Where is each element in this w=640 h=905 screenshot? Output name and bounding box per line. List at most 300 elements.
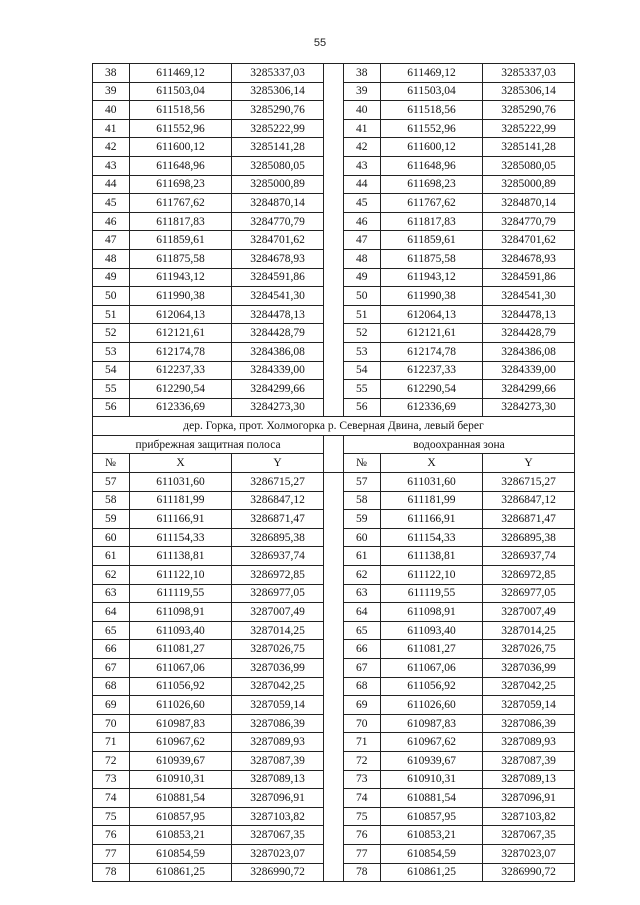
x-coordinate: 611503,04 (381, 82, 483, 101)
point-number: 57 (344, 473, 381, 492)
y-coordinate: 3287026,75 (483, 640, 575, 659)
table-row (93, 659, 575, 678)
x-coordinate: 612121,61 (381, 324, 483, 343)
table-row (93, 807, 575, 826)
y-coordinate: 3284678,93 (483, 249, 575, 268)
y-coordinate: 3284541,30 (483, 287, 575, 306)
x-coordinate: 610881,54 (381, 789, 483, 808)
table-row (93, 584, 575, 603)
y-coordinate: 3287089,93 (483, 733, 575, 752)
header-y: Y (232, 454, 324, 473)
y-coordinate: 3285290,76 (483, 101, 575, 120)
caption-row (93, 417, 575, 436)
y-coordinate: 3285141,28 (483, 138, 575, 157)
spacer-cell (324, 473, 344, 492)
coordinates-table (92, 63, 575, 882)
x-coordinate: 612237,33 (130, 361, 232, 380)
x-coordinate: 610939,67 (381, 751, 483, 770)
spacer-cell (324, 64, 344, 83)
spacer-cell (324, 212, 344, 231)
y-coordinate: 3285337,03 (232, 64, 324, 83)
y-coordinate: 3285141,28 (232, 138, 324, 157)
y-coordinate: 3287103,82 (483, 807, 575, 826)
table-row (93, 231, 575, 250)
x-coordinate: 611648,96 (130, 156, 232, 175)
point-number: 54 (344, 361, 381, 380)
x-coordinate: 611098,91 (381, 603, 483, 622)
page-number: 55 (313, 37, 327, 49)
point-number: 50 (93, 287, 130, 306)
x-coordinate: 611943,12 (381, 268, 483, 287)
point-number: 67 (344, 659, 381, 678)
point-number: 62 (93, 566, 130, 585)
point-number: 47 (344, 231, 381, 250)
spacer-cell (324, 640, 344, 659)
x-coordinate: 612336,69 (381, 398, 483, 417)
spacer-cell (324, 194, 344, 213)
x-coordinate: 611122,10 (381, 566, 483, 585)
table-row (93, 324, 575, 343)
x-coordinate: 611026,60 (381, 696, 483, 715)
spacer-cell (324, 287, 344, 306)
point-number: 66 (93, 640, 130, 659)
x-coordinate: 610853,21 (130, 826, 232, 845)
y-coordinate: 3286715,27 (232, 473, 324, 492)
table-row (93, 677, 575, 696)
header-num: № (344, 454, 381, 473)
y-coordinate: 3284478,13 (232, 305, 324, 324)
spacer-cell (324, 324, 344, 343)
y-coordinate: 3287036,99 (232, 659, 324, 678)
x-coordinate: 611181,99 (130, 491, 232, 510)
point-number: 61 (344, 547, 381, 566)
x-coordinate: 611026,60 (130, 696, 232, 715)
header-x: X (381, 454, 483, 473)
spacer-cell (324, 603, 344, 622)
x-coordinate: 611166,91 (381, 510, 483, 529)
point-number: 56 (344, 398, 381, 417)
point-number: 39 (93, 82, 130, 101)
table-row (93, 287, 575, 306)
x-coordinate: 610861,25 (381, 863, 483, 882)
point-number: 57 (93, 473, 130, 492)
table-row (93, 640, 575, 659)
y-coordinate: 3286990,72 (483, 863, 575, 882)
x-coordinate: 611081,27 (381, 640, 483, 659)
x-coordinate: 611990,38 (381, 287, 483, 306)
x-coordinate: 611056,92 (130, 677, 232, 696)
x-coordinate: 610987,83 (381, 714, 483, 733)
point-number: 76 (93, 826, 130, 845)
x-coordinate: 612237,33 (381, 361, 483, 380)
y-coordinate: 3284701,62 (483, 231, 575, 250)
point-number: 52 (93, 324, 130, 343)
y-coordinate: 3284870,14 (232, 194, 324, 213)
table-row (93, 175, 575, 194)
point-number: 70 (344, 714, 381, 733)
y-coordinate: 3286847,12 (483, 491, 575, 510)
point-number: 50 (344, 287, 381, 306)
point-number: 68 (93, 677, 130, 696)
spacer-cell (324, 677, 344, 696)
point-number: 58 (344, 491, 381, 510)
y-coordinate: 3284299,66 (483, 380, 575, 399)
point-number: 40 (344, 101, 381, 120)
point-number: 42 (344, 138, 381, 157)
spacer-cell (324, 491, 344, 510)
y-coordinate: 3287067,35 (483, 826, 575, 845)
y-coordinate: 3287096,91 (483, 789, 575, 808)
table-row (93, 342, 575, 361)
x-coordinate: 611181,99 (381, 491, 483, 510)
spacer-cell (324, 156, 344, 175)
point-number: 65 (344, 621, 381, 640)
y-coordinate: 3286977,05 (232, 584, 324, 603)
x-coordinate: 612064,13 (130, 305, 232, 324)
point-number: 65 (93, 621, 130, 640)
y-coordinate: 3284339,00 (232, 361, 324, 380)
header-x: X (130, 454, 232, 473)
point-number: 55 (93, 380, 130, 399)
x-coordinate: 611469,12 (381, 64, 483, 83)
point-number: 74 (344, 789, 381, 808)
y-coordinate: 3287096,91 (232, 789, 324, 808)
x-coordinate: 611943,12 (130, 268, 232, 287)
spacer-cell (324, 435, 344, 454)
x-coordinate: 611093,40 (130, 621, 232, 640)
table-row (93, 528, 575, 547)
spacer-cell (324, 844, 344, 863)
point-number: 59 (93, 510, 130, 529)
x-coordinate: 611552,96 (130, 119, 232, 138)
y-coordinate: 3285080,05 (483, 156, 575, 175)
x-coordinate: 612290,54 (381, 380, 483, 399)
bottom-section (93, 473, 575, 882)
spacer-cell (324, 249, 344, 268)
point-number: 49 (93, 268, 130, 287)
point-number: 44 (344, 175, 381, 194)
x-coordinate: 611767,62 (130, 194, 232, 213)
point-number: 74 (93, 789, 130, 808)
y-coordinate: 3285000,89 (483, 175, 575, 194)
y-coordinate: 3287007,49 (232, 603, 324, 622)
x-coordinate: 610854,59 (381, 844, 483, 863)
y-coordinate: 3287014,25 (232, 621, 324, 640)
point-number: 73 (93, 770, 130, 789)
y-coordinate: 3287089,13 (232, 770, 324, 789)
table-row (93, 863, 575, 882)
y-coordinate: 3284701,62 (232, 231, 324, 250)
x-coordinate: 611817,83 (381, 212, 483, 231)
spacer-cell (324, 268, 344, 287)
y-coordinate: 3284591,86 (483, 268, 575, 287)
x-coordinate: 612174,78 (381, 342, 483, 361)
x-coordinate: 611093,40 (381, 621, 483, 640)
spacer-cell (324, 547, 344, 566)
x-coordinate: 611503,04 (130, 82, 232, 101)
section-caption: дер. Горка, прот. Холмогорка р. Северная Двина, левый берег (93, 417, 575, 436)
spacer-cell (324, 714, 344, 733)
x-coordinate: 610881,54 (130, 789, 232, 808)
header-row (93, 454, 575, 473)
x-coordinate: 611154,33 (130, 528, 232, 547)
spacer-cell (324, 621, 344, 640)
point-number: 72 (344, 751, 381, 770)
x-coordinate: 611056,92 (381, 677, 483, 696)
point-number: 48 (93, 249, 130, 268)
y-coordinate: 3286871,47 (232, 510, 324, 529)
y-coordinate: 3287014,25 (483, 621, 575, 640)
spacer-cell (324, 305, 344, 324)
point-number: 60 (93, 528, 130, 547)
spacer-cell (324, 380, 344, 399)
point-number: 45 (93, 194, 130, 213)
point-number: 49 (344, 268, 381, 287)
point-number: 77 (344, 844, 381, 863)
x-coordinate: 611859,61 (381, 231, 483, 250)
y-coordinate: 3285306,14 (483, 82, 575, 101)
y-coordinate: 3284386,08 (483, 342, 575, 361)
subtitle-row (93, 435, 575, 454)
x-coordinate: 611031,60 (381, 473, 483, 492)
y-coordinate: 3285000,89 (232, 175, 324, 194)
table-row (93, 510, 575, 529)
x-coordinate: 610854,59 (130, 844, 232, 863)
x-coordinate: 611081,27 (130, 640, 232, 659)
x-coordinate: 610939,67 (130, 751, 232, 770)
table-row (93, 603, 575, 622)
spacer-cell (324, 770, 344, 789)
x-coordinate: 611859,61 (130, 231, 232, 250)
x-coordinate: 611552,96 (381, 119, 483, 138)
point-number: 38 (93, 64, 130, 83)
x-coordinate: 610857,95 (381, 807, 483, 826)
table-row (93, 119, 575, 138)
y-coordinate: 3287103,82 (232, 807, 324, 826)
y-coordinate: 3286895,38 (232, 528, 324, 547)
y-coordinate: 3286847,12 (232, 491, 324, 510)
table-row (93, 361, 575, 380)
y-coordinate: 3287007,49 (483, 603, 575, 622)
point-number: 56 (93, 398, 130, 417)
spacer-cell (324, 659, 344, 678)
y-coordinate: 3284273,30 (483, 398, 575, 417)
y-coordinate: 3285080,05 (232, 156, 324, 175)
spacer-cell (324, 361, 344, 380)
point-number: 61 (93, 547, 130, 566)
x-coordinate: 611698,23 (381, 175, 483, 194)
point-number: 64 (93, 603, 130, 622)
y-coordinate: 3287042,25 (483, 677, 575, 696)
table-row (93, 138, 575, 157)
x-coordinate: 612336,69 (130, 398, 232, 417)
spacer-cell (324, 342, 344, 361)
spacer-cell (324, 696, 344, 715)
right-subtitle: водоохранная зона (344, 435, 575, 454)
x-coordinate: 611119,55 (130, 584, 232, 603)
x-coordinate: 611518,56 (130, 101, 232, 120)
point-number: 70 (93, 714, 130, 733)
spacer-cell (324, 231, 344, 250)
table-row (93, 249, 575, 268)
x-coordinate: 611469,12 (130, 64, 232, 83)
y-coordinate: 3285306,14 (232, 82, 324, 101)
table-row (93, 82, 575, 101)
spacer-cell (324, 826, 344, 845)
point-number: 51 (93, 305, 130, 324)
point-number: 55 (344, 380, 381, 399)
y-coordinate: 3284770,79 (232, 212, 324, 231)
point-number: 47 (93, 231, 130, 250)
point-number: 43 (93, 156, 130, 175)
point-number: 44 (93, 175, 130, 194)
spacer-cell (324, 82, 344, 101)
y-coordinate: 3287042,25 (232, 677, 324, 696)
x-coordinate: 611990,38 (130, 287, 232, 306)
point-number: 71 (93, 733, 130, 752)
point-number: 58 (93, 491, 130, 510)
y-coordinate: 3286937,74 (483, 547, 575, 566)
point-number: 64 (344, 603, 381, 622)
point-number: 75 (344, 807, 381, 826)
table-row (93, 156, 575, 175)
y-coordinate: 3286871,47 (483, 510, 575, 529)
y-coordinate: 3284299,66 (232, 380, 324, 399)
point-number: 52 (344, 324, 381, 343)
point-number: 45 (344, 194, 381, 213)
table-row (93, 826, 575, 845)
y-coordinate: 3287059,14 (483, 696, 575, 715)
point-number: 76 (344, 826, 381, 845)
y-coordinate: 3287086,39 (232, 714, 324, 733)
spacer-cell (324, 101, 344, 120)
spacer-cell (324, 807, 344, 826)
x-coordinate: 610967,62 (381, 733, 483, 752)
table-row (93, 770, 575, 789)
table-row (93, 844, 575, 863)
y-coordinate: 3285290,76 (232, 101, 324, 120)
x-coordinate: 610987,83 (130, 714, 232, 733)
x-coordinate: 611031,60 (130, 473, 232, 492)
y-coordinate: 3286937,74 (232, 547, 324, 566)
table-row (93, 491, 575, 510)
x-coordinate: 610857,95 (130, 807, 232, 826)
y-coordinate: 3287087,39 (483, 751, 575, 770)
y-coordinate: 3284428,79 (232, 324, 324, 343)
header-num: № (93, 454, 130, 473)
x-coordinate: 611138,81 (130, 547, 232, 566)
spacer-cell (324, 584, 344, 603)
y-coordinate: 3285222,99 (483, 119, 575, 138)
y-coordinate: 3287089,13 (483, 770, 575, 789)
point-number: 78 (93, 863, 130, 882)
point-number: 63 (344, 584, 381, 603)
y-coordinate: 3287059,14 (232, 696, 324, 715)
y-coordinate: 3287023,07 (232, 844, 324, 863)
point-number: 62 (344, 566, 381, 585)
point-number: 48 (344, 249, 381, 268)
x-coordinate: 611600,12 (130, 138, 232, 157)
x-coordinate: 611600,12 (381, 138, 483, 157)
point-number: 72 (93, 751, 130, 770)
table-row (93, 547, 575, 566)
point-number: 41 (344, 119, 381, 138)
point-number: 51 (344, 305, 381, 324)
point-number: 42 (93, 138, 130, 157)
x-coordinate: 611817,83 (130, 212, 232, 231)
x-coordinate: 610853,21 (381, 826, 483, 845)
table-row (93, 566, 575, 585)
x-coordinate: 611067,06 (381, 659, 483, 678)
x-coordinate: 611138,81 (381, 547, 483, 566)
table-row (93, 380, 575, 399)
y-coordinate: 3285337,03 (483, 64, 575, 83)
point-number: 59 (344, 510, 381, 529)
x-coordinate: 611154,33 (381, 528, 483, 547)
y-coordinate: 3284870,14 (483, 194, 575, 213)
table-row (93, 789, 575, 808)
point-number: 54 (93, 361, 130, 380)
table-row (93, 473, 575, 492)
point-number: 40 (93, 101, 130, 120)
y-coordinate: 3286972,85 (232, 566, 324, 585)
point-number: 68 (344, 677, 381, 696)
table-row (93, 268, 575, 287)
table-row (93, 621, 575, 640)
x-coordinate: 612121,61 (130, 324, 232, 343)
x-coordinate: 610967,62 (130, 733, 232, 752)
point-number: 46 (344, 212, 381, 231)
x-coordinate: 611119,55 (381, 584, 483, 603)
point-number: 67 (93, 659, 130, 678)
y-coordinate: 3284678,93 (232, 249, 324, 268)
y-coordinate: 3284273,30 (232, 398, 324, 417)
point-number: 71 (344, 733, 381, 752)
y-coordinate: 3284770,79 (483, 212, 575, 231)
x-coordinate: 611875,58 (381, 249, 483, 268)
point-number: 63 (93, 584, 130, 603)
caption-section (93, 417, 575, 473)
spacer-cell (324, 528, 344, 547)
y-coordinate: 3286972,85 (483, 566, 575, 585)
y-coordinate: 3287036,99 (483, 659, 575, 678)
x-coordinate: 610861,25 (130, 863, 232, 882)
y-coordinate: 3287067,35 (232, 826, 324, 845)
y-coordinate: 3284428,79 (483, 324, 575, 343)
table-row (93, 714, 575, 733)
spacer-cell (324, 733, 344, 752)
spacer-cell (324, 175, 344, 194)
table-row (93, 398, 575, 417)
point-number: 78 (344, 863, 381, 882)
spacer-cell (324, 138, 344, 157)
x-coordinate: 611518,56 (381, 101, 483, 120)
x-coordinate: 612290,54 (130, 380, 232, 399)
point-number: 66 (344, 640, 381, 659)
point-number: 43 (344, 156, 381, 175)
x-coordinate: 611648,96 (381, 156, 483, 175)
y-coordinate: 3284386,08 (232, 342, 324, 361)
point-number: 77 (93, 844, 130, 863)
x-coordinate: 611698,23 (130, 175, 232, 194)
spacer-cell (324, 789, 344, 808)
x-coordinate: 611067,06 (130, 659, 232, 678)
spacer-cell (324, 454, 344, 473)
table-row (93, 101, 575, 120)
y-coordinate: 3286977,05 (483, 584, 575, 603)
point-number: 69 (344, 696, 381, 715)
y-coordinate: 3287023,07 (483, 844, 575, 863)
